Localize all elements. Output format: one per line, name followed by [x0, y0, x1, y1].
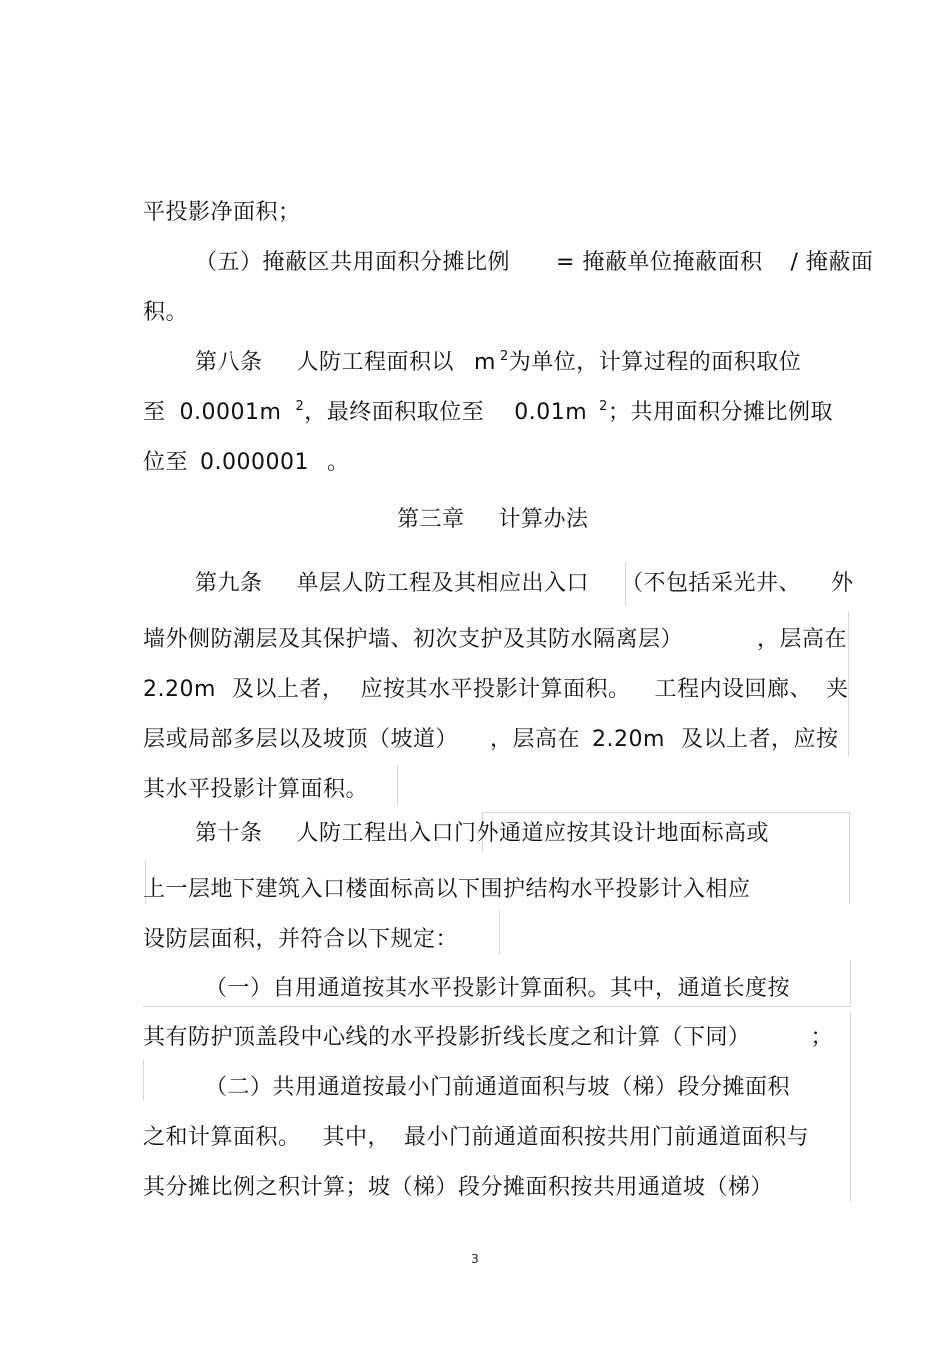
scan-rule — [397, 765, 398, 805]
text-span: 夹 — [825, 677, 849, 702]
text-span: 至 — [143, 400, 166, 425]
text-span: 位至 — [143, 450, 189, 475]
text-span: 。 — [327, 450, 350, 475]
text-span: 及以上者， — [231, 677, 345, 702]
text-line — [143, 1174, 773, 1202]
scan-rule — [850, 1012, 851, 1202]
text-span: = 掩蔽单位掩蔽面积 — [556, 250, 763, 275]
text-span: 为单位，计算过程的面积取位 — [508, 350, 802, 375]
article-label: 第九条 — [195, 571, 263, 596]
text-line — [143, 1124, 809, 1152]
scan-rule — [143, 1060, 144, 1100]
text-span: 人防工程面积以 — [296, 350, 455, 375]
text-span: 2.20m — [143, 677, 216, 702]
text-span: ； — [810, 1025, 834, 1050]
text-span: 0.0001m — [179, 400, 282, 425]
text-span: ，最终面积取位至 — [304, 400, 485, 425]
text-span: 外 — [831, 571, 854, 596]
text-span: 人防工程出入口门外通道应按其设计地面标高或 — [296, 821, 770, 846]
text-span: 0.000001 — [200, 450, 309, 475]
text-line — [143, 399, 833, 430]
text-span: ，层高在 — [757, 627, 848, 652]
text-span: （一）自用通道按其水平投影计算面积。其中，通道长度按 — [205, 976, 791, 1001]
chapter-name: 计算办法 — [498, 507, 589, 532]
text-span: 最小门前通道面积按共用门前通道面积与 — [404, 1125, 810, 1150]
text-span: 0.01m — [514, 400, 588, 425]
text-line — [143, 199, 301, 227]
text-line — [143, 299, 188, 327]
text-line — [143, 1024, 833, 1052]
text-span: 其分摊比例之积计算；坡（梯）段分摊面积按共用通道坡（梯） — [143, 1175, 774, 1200]
text-span: （不包括采光井、 — [621, 571, 802, 596]
text-line — [143, 726, 838, 754]
text-span: 2.20m — [592, 727, 665, 752]
text-line — [143, 676, 848, 704]
text-span: m — [474, 350, 496, 375]
chapter-title — [397, 506, 589, 534]
scan-rule — [850, 960, 851, 1005]
text-span: / 掩蔽面 — [790, 250, 874, 275]
scan-rule — [482, 812, 850, 813]
text-span: 积。 — [143, 300, 189, 325]
text-line — [143, 776, 368, 804]
scan-rule — [143, 1006, 851, 1007]
text-span: 及以上者，应按 — [680, 727, 839, 752]
text-span: 单层人防工程及其相应出入口 — [296, 571, 590, 596]
text-span: 工程内设回廊、 — [654, 677, 812, 702]
article-label: 第八条 — [195, 350, 263, 375]
text-span: 其中， — [322, 1125, 391, 1150]
article-label: 第十条 — [195, 821, 263, 846]
chapter-number: 第三章 — [397, 507, 465, 532]
article-heading-8 — [195, 349, 801, 380]
text-line — [205, 975, 790, 1003]
text-span: ；共用面积分摊比例取 — [607, 400, 833, 425]
text-span: 之和计算面积。 — [143, 1125, 301, 1150]
text-span: 上一层地下建筑入口楼面标高以下围护结构水平投影计入相应 — [143, 877, 751, 902]
text-span: （二）共用通道按最小门前通道面积与坡（梯）段分摊面积 — [205, 1075, 791, 1100]
text-span: （五）掩蔽区共用面积分摊比例 — [195, 250, 511, 275]
superscript: 2 — [499, 349, 509, 364]
text-line — [143, 876, 751, 904]
text-line — [143, 926, 458, 954]
article-heading-10 — [195, 820, 769, 848]
text-span: 其水平投影计算面积。 — [143, 777, 369, 802]
text-span: 设防层面积，并符合以下规定： — [143, 927, 459, 952]
text-line — [205, 1074, 790, 1102]
text-line — [143, 449, 350, 477]
superscript: 2 — [599, 399, 608, 414]
scan-rule — [849, 812, 850, 904]
text-span: 平投影净面积； — [143, 200, 301, 225]
scan-rule — [499, 910, 500, 955]
text-span: ，层高在 — [490, 727, 581, 752]
text-line — [195, 249, 873, 277]
superscript: 2 — [295, 399, 305, 414]
text-line — [143, 626, 847, 654]
text-span: 层或局部多层以及坡顶（坡道） — [143, 727, 459, 752]
text-span: 其有防护顶盖段中心线的水平投影折线长度之和计算（下同） — [143, 1025, 751, 1050]
article-heading-9 — [195, 570, 854, 598]
text-span: 墙外侧防潮层及其保护墙、初次支护及其防水隔离层） — [143, 627, 684, 652]
text-span: 应按其水平投影计算面积。 — [360, 677, 631, 702]
page-number: 3 — [471, 1252, 479, 1266]
